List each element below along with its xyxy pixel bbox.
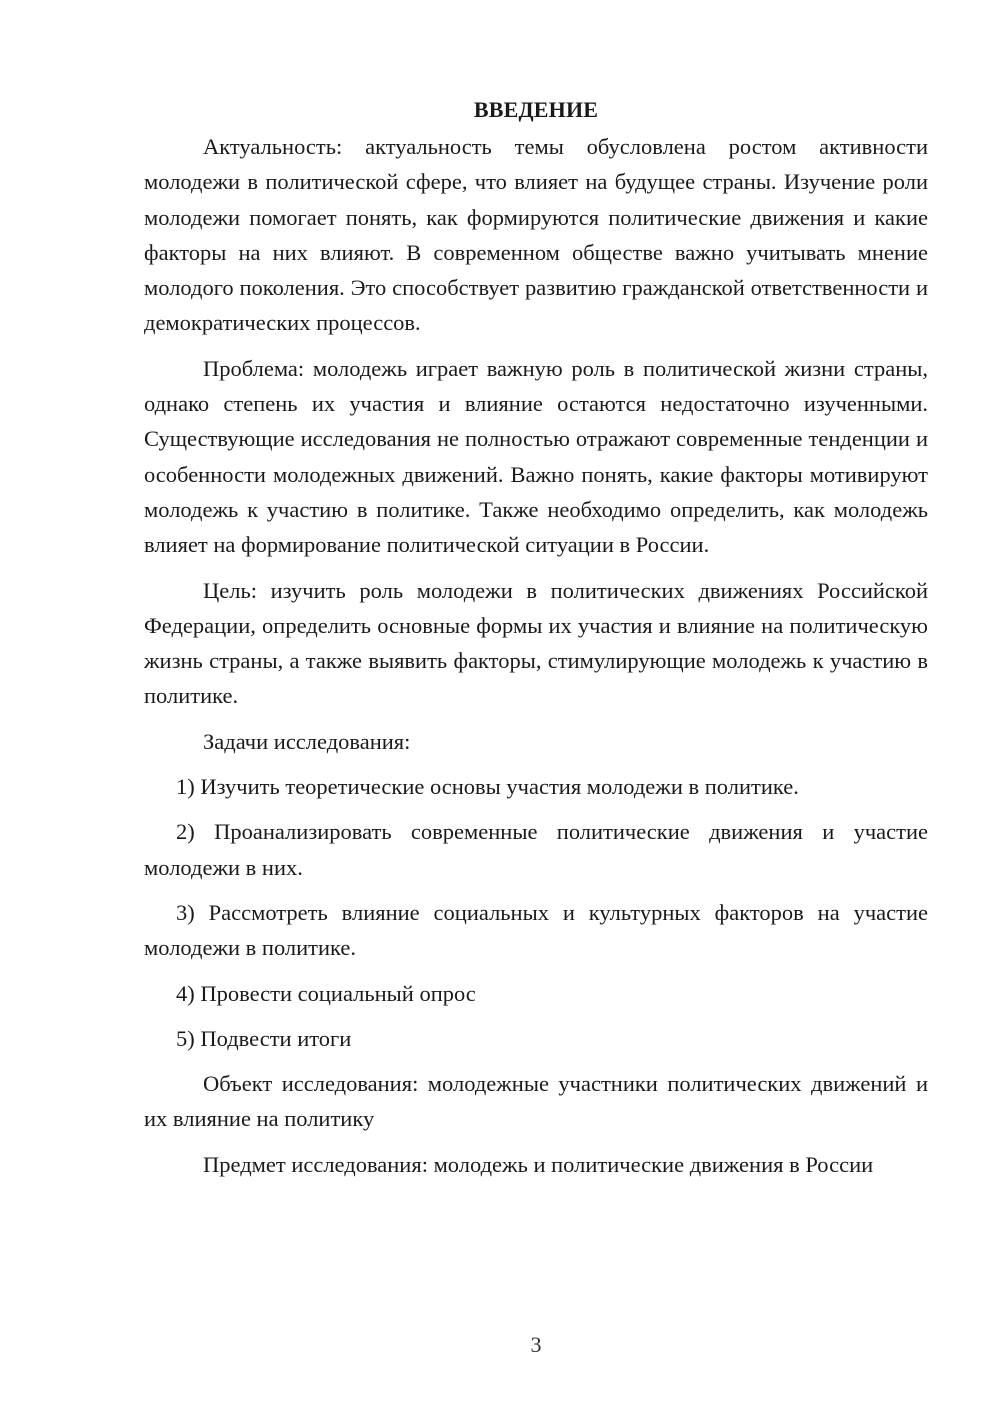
task-item-3: 3) Рассмотреть влияние социальных и культурных факторов на участие молодежи в политике. bbox=[144, 899, 928, 961]
paragraph-relevance: Актуальность: актуальность темы обусловлена ростом активности молодежи в политической сфере, что влияет на будущее страны. Изучение роли молодежи помогает понять, как формируются политические движения и какие факторы на них влияют. В современном обществе важно учитывать мнение молодого поколения. Это способствует развитию гражданской ответственности и демократических процессов. bbox=[144, 134, 928, 336]
paragraph-object: Объект исследования: молодежные участники политических движений и их влияние на политику bbox=[144, 1071, 928, 1132]
document-page bbox=[144, 92, 928, 1192]
paragraph-problem: Проблема: молодежь играет важную роль в политической жизни страны, однако степень их участия и влияние остаются недостаточно изученными. Существующие исследования не полностью отражают современные тенденции и особенности молодежных движений. Важно понять, какие факторы мотивируют молодежь к участию в политике. Также необходимо определить, как молодежь влияет на формирование политической ситуации в России. bbox=[144, 355, 928, 558]
task-item-5: 5) Подвести итоги bbox=[176, 1025, 352, 1051]
page-title: ВВЕДЕНИЕ bbox=[473, 97, 599, 122]
paragraph-subject: Предмет исследования: молодежь и политические движения в России bbox=[203, 1151, 874, 1177]
paragraph-tasks-heading: Задачи исследования: bbox=[203, 728, 411, 754]
paragraph-goal: Цель: изучить роль молодежи в политических движениях Российской Федерации, определить основные формы их участия и влияние на политическую жизнь страны, а также выявить факторы, стимулирующие молодежь к участию в политике. bbox=[144, 577, 928, 709]
task-item-1: 1) Изучить теоретические основы участия молодежи в политике. bbox=[176, 774, 799, 800]
page-number: 3 bbox=[530, 1332, 542, 1357]
task-item-4: 4) Провести социальный опрос bbox=[176, 980, 476, 1006]
task-item-2: 2) Проанализировать современные политические движения и участие молодежи в них. bbox=[144, 819, 928, 880]
